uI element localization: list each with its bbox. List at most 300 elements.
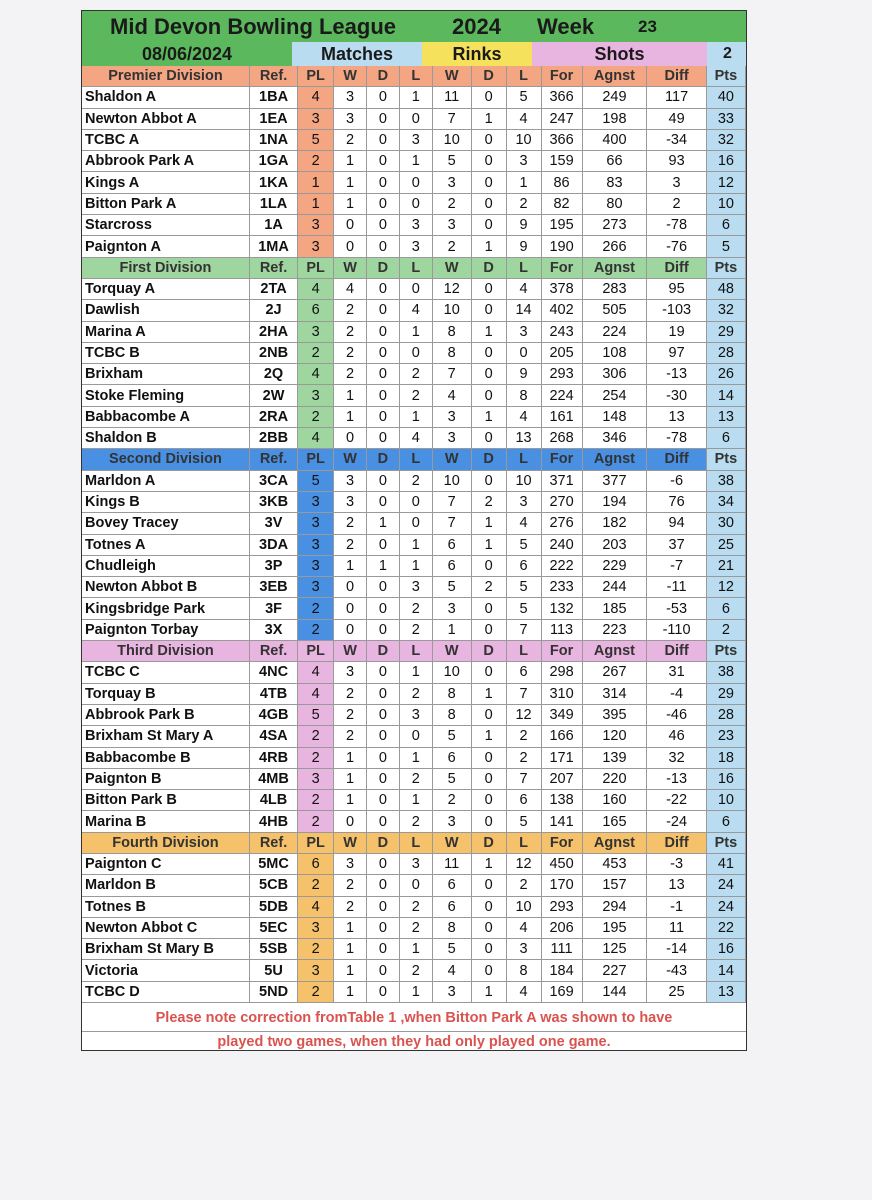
division-name: Second Division <box>82 449 249 470</box>
played-count: 2 <box>298 875 334 896</box>
stat-cell: 66 <box>582 151 647 172</box>
points: 10 <box>706 193 745 214</box>
stat-cell: 7 <box>432 364 471 385</box>
column-header: Ref. <box>249 832 297 853</box>
team-row <box>82 853 746 874</box>
team-ref: 4LB <box>249 790 297 811</box>
team-row <box>82 875 746 896</box>
team-name: Dawlish <box>82 300 249 321</box>
stat-cell: 3 <box>399 704 432 725</box>
stat-cell: 2 <box>506 875 541 896</box>
column-header: Pts <box>706 832 745 853</box>
stat-cell: 0 <box>334 428 367 449</box>
stat-cell: 0 <box>366 172 399 193</box>
team-ref: 1LA <box>249 193 297 214</box>
team-name: Starcross <box>82 215 249 236</box>
points: 16 <box>706 939 745 960</box>
column-header: Ref. <box>249 641 297 662</box>
stat-cell: 240 <box>541 534 582 555</box>
sub-header-bar <box>82 42 746 66</box>
stat-cell: 0 <box>366 236 399 257</box>
stat-cell: 1 <box>471 853 506 874</box>
stat-cell: 11 <box>432 87 471 108</box>
stat-cell: 3 <box>334 853 367 874</box>
stat-cell: 6 <box>432 896 471 917</box>
division-name: Premier Division <box>82 66 249 87</box>
stat-cell: 0 <box>471 704 506 725</box>
stat-cell: 4 <box>506 917 541 938</box>
stat-cell: 7 <box>506 619 541 640</box>
team-name: Kings B <box>82 491 249 512</box>
stat-cell: 207 <box>541 768 582 789</box>
stat-cell: 1 <box>399 981 432 1002</box>
stat-cell: 8 <box>432 704 471 725</box>
stat-cell: 7 <box>432 108 471 129</box>
column-header: W <box>432 832 471 853</box>
team-ref: 3DA <box>249 534 297 555</box>
stat-cell: 0 <box>366 108 399 129</box>
stat-cell: 0 <box>366 704 399 725</box>
team-name: Newton Abbot C <box>82 917 249 938</box>
stat-cell: 0 <box>471 385 506 406</box>
stat-cell: 10 <box>506 129 541 150</box>
stat-cell: 3 <box>506 491 541 512</box>
correction-note-line-2: played two games, when they had only played one game. <box>82 1031 746 1050</box>
stat-cell: 366 <box>541 87 582 108</box>
team-ref: 5MC <box>249 853 297 874</box>
stat-cell: 165 <box>582 811 647 832</box>
stat-cell: 0 <box>399 342 432 363</box>
stat-cell: 5 <box>506 87 541 108</box>
stat-cell: 0 <box>471 428 506 449</box>
stat-cell: 159 <box>541 151 582 172</box>
stat-cell: 185 <box>582 598 647 619</box>
team-row <box>82 300 746 321</box>
played-count: 3 <box>298 385 334 406</box>
points: 24 <box>706 875 745 896</box>
stat-cell: 1 <box>399 747 432 768</box>
played-count: 3 <box>298 513 334 534</box>
stat-cell: 1 <box>366 555 399 576</box>
stat-cell: 3 <box>334 470 367 491</box>
stat-cell: 0 <box>366 215 399 236</box>
column-header: Agnst <box>582 449 647 470</box>
points: 33 <box>706 108 745 129</box>
column-header: W <box>334 641 367 662</box>
stat-cell: 223 <box>582 619 647 640</box>
team-ref: 3V <box>249 513 297 534</box>
team-ref: 4MB <box>249 768 297 789</box>
stat-cell: 31 <box>647 662 707 683</box>
stat-cell: 95 <box>647 278 707 299</box>
stat-cell: 10 <box>506 470 541 491</box>
stat-cell: 2 <box>399 896 432 917</box>
stat-cell: 3 <box>432 215 471 236</box>
stat-cell: 2 <box>399 598 432 619</box>
stat-cell: 3 <box>432 811 471 832</box>
stat-cell: 224 <box>582 321 647 342</box>
played-count: 1 <box>298 172 334 193</box>
team-row <box>82 577 746 598</box>
stat-cell: 1 <box>399 321 432 342</box>
stat-cell: -22 <box>647 790 707 811</box>
stat-cell: 0 <box>366 790 399 811</box>
stat-cell: 4 <box>432 385 471 406</box>
played-count: 4 <box>298 683 334 704</box>
team-ref: 2BB <box>249 428 297 449</box>
stat-cell: 1 <box>334 790 367 811</box>
stat-cell: 0 <box>471 129 506 150</box>
team-name: Newton Abbot B <box>82 577 249 598</box>
date-label: 08/06/2024 <box>82 42 292 66</box>
column-header: L <box>506 641 541 662</box>
stat-cell: 400 <box>582 129 647 150</box>
stat-cell: 0 <box>366 151 399 172</box>
column-header: D <box>366 641 399 662</box>
stat-cell: 8 <box>432 342 471 363</box>
stat-cell: 1 <box>432 619 471 640</box>
stat-cell: 2 <box>399 385 432 406</box>
stat-cell: 1 <box>334 193 367 214</box>
team-name: Totnes B <box>82 896 249 917</box>
stat-cell: 144 <box>582 981 647 1002</box>
points: 32 <box>706 129 745 150</box>
column-header: For <box>541 832 582 853</box>
team-ref: 3CA <box>249 470 297 491</box>
stat-cell: 0 <box>471 619 506 640</box>
stat-cell: 2 <box>432 790 471 811</box>
stat-cell: 5 <box>432 939 471 960</box>
team-row <box>82 513 746 534</box>
stat-cell: -1 <box>647 896 707 917</box>
stat-cell: -78 <box>647 428 707 449</box>
played-count: 2 <box>298 726 334 747</box>
team-ref: 5CB <box>249 875 297 896</box>
points: 6 <box>706 598 745 619</box>
column-header: For <box>541 257 582 278</box>
stat-cell: 2 <box>432 236 471 257</box>
team-ref: 2NB <box>249 342 297 363</box>
stat-cell: 0 <box>366 853 399 874</box>
team-row <box>82 726 746 747</box>
column-header: Agnst <box>582 641 647 662</box>
played-count: 3 <box>298 768 334 789</box>
stat-cell: -7 <box>647 555 707 576</box>
stat-cell: 0 <box>471 215 506 236</box>
column-header: Ref. <box>249 449 297 470</box>
stat-cell: 108 <box>582 342 647 363</box>
stat-cell: 0 <box>471 278 506 299</box>
division-header-fourth <box>82 832 746 853</box>
team-row <box>82 598 746 619</box>
stat-cell: 0 <box>366 875 399 896</box>
team-row <box>82 747 746 768</box>
points: 41 <box>706 853 745 874</box>
stat-cell: 203 <box>582 534 647 555</box>
column-header: L <box>506 449 541 470</box>
played-count: 5 <box>298 129 334 150</box>
team-row <box>82 236 746 257</box>
stat-cell: 1 <box>399 662 432 683</box>
stat-cell: 4 <box>506 108 541 129</box>
stat-cell: 505 <box>582 300 647 321</box>
points: 24 <box>706 896 745 917</box>
stat-cell: 6 <box>432 747 471 768</box>
team-name: Paignton B <box>82 768 249 789</box>
stat-cell: 1 <box>471 108 506 129</box>
stat-cell: 2 <box>647 193 707 214</box>
played-count: 2 <box>298 406 334 427</box>
stat-cell: 0 <box>366 534 399 555</box>
points: 10 <box>706 790 745 811</box>
played-count: 5 <box>298 704 334 725</box>
stat-cell: 160 <box>582 790 647 811</box>
team-row <box>82 683 746 704</box>
division-name: First Division <box>82 257 249 278</box>
team-name: Newton Abbot A <box>82 108 249 129</box>
stat-cell: 10 <box>432 662 471 683</box>
team-row <box>82 215 746 236</box>
stat-cell: 2 <box>399 917 432 938</box>
stat-cell: 2 <box>399 811 432 832</box>
points: 13 <box>706 406 745 427</box>
stat-cell: 346 <box>582 428 647 449</box>
stat-cell: 195 <box>582 917 647 938</box>
stat-cell: 198 <box>582 108 647 129</box>
stat-cell: 12 <box>432 278 471 299</box>
played-count: 6 <box>298 300 334 321</box>
stat-cell: 6 <box>432 555 471 576</box>
played-count: 2 <box>298 790 334 811</box>
team-name: Abbrook Park A <box>82 151 249 172</box>
column-header: L <box>399 66 432 87</box>
played-count: 2 <box>298 939 334 960</box>
stat-cell: 0 <box>334 811 367 832</box>
stat-cell: 13 <box>506 428 541 449</box>
column-header: L <box>399 449 432 470</box>
stat-cell: 0 <box>471 172 506 193</box>
column-header: D <box>366 66 399 87</box>
team-name: Paignton C <box>82 853 249 874</box>
stat-cell: 83 <box>582 172 647 193</box>
team-ref: 5EC <box>249 917 297 938</box>
team-name: Marina A <box>82 321 249 342</box>
stat-cell: 97 <box>647 342 707 363</box>
points: 48 <box>706 278 745 299</box>
stat-cell: 222 <box>541 555 582 576</box>
points: 12 <box>706 172 745 193</box>
column-header: W <box>334 257 367 278</box>
stat-cell: 4 <box>334 278 367 299</box>
stat-cell: 3 <box>432 598 471 619</box>
league-table-sheet <box>81 10 747 1051</box>
stat-cell: 1 <box>471 726 506 747</box>
team-ref: 4SA <box>249 726 297 747</box>
column-header: Diff <box>647 257 707 278</box>
team-name: Torquay B <box>82 683 249 704</box>
team-name: Brixham St Mary A <box>82 726 249 747</box>
stat-cell: 0 <box>334 619 367 640</box>
stat-cell: 0 <box>471 193 506 214</box>
stat-cell: 0 <box>366 619 399 640</box>
stat-cell: -103 <box>647 300 707 321</box>
stat-cell: 2 <box>334 321 367 342</box>
stat-cell: 229 <box>582 555 647 576</box>
correction-note-line-1: Please note correction fromTable 1 ,when Bitton Park A was shown to have <box>155 1010 673 1026</box>
points: 14 <box>706 960 745 981</box>
points: 16 <box>706 151 745 172</box>
stat-cell: 141 <box>541 811 582 832</box>
column-header: W <box>334 832 367 853</box>
column-header: W <box>334 66 367 87</box>
stat-cell: 224 <box>541 385 582 406</box>
stat-cell: 32 <box>647 747 707 768</box>
stat-cell: 13 <box>647 875 707 896</box>
team-ref: 4TB <box>249 683 297 704</box>
stat-cell: -24 <box>647 811 707 832</box>
team-row <box>82 790 746 811</box>
stat-cell: 194 <box>582 491 647 512</box>
team-ref: 4HB <box>249 811 297 832</box>
stat-cell: 266 <box>582 236 647 257</box>
stat-cell: 14 <box>506 300 541 321</box>
stat-cell: 1 <box>399 151 432 172</box>
stat-cell: 0 <box>366 491 399 512</box>
stat-cell: 0 <box>366 406 399 427</box>
team-row <box>82 406 746 427</box>
points: 6 <box>706 428 745 449</box>
stat-cell: 294 <box>582 896 647 917</box>
stat-cell: 450 <box>541 853 582 874</box>
team-ref: 2RA <box>249 406 297 427</box>
column-header: For <box>541 641 582 662</box>
played-count: 4 <box>298 428 334 449</box>
played-count: 3 <box>298 555 334 576</box>
stat-cell: 2 <box>334 683 367 704</box>
stat-cell: 206 <box>541 917 582 938</box>
matches-header: Matches <box>292 42 422 66</box>
points: 12 <box>706 577 745 598</box>
stat-cell: 349 <box>541 704 582 725</box>
team-name: Paignton A <box>82 236 249 257</box>
played-count: 3 <box>298 577 334 598</box>
stat-cell: 0 <box>366 960 399 981</box>
column-header: D <box>471 66 506 87</box>
stat-cell: 0 <box>471 342 506 363</box>
stat-cell: 2 <box>399 470 432 491</box>
team-name: Abbrook Park B <box>82 704 249 725</box>
stat-cell: 8 <box>506 960 541 981</box>
stat-cell: 2 <box>432 193 471 214</box>
stat-cell: 293 <box>541 896 582 917</box>
stat-cell: 161 <box>541 406 582 427</box>
stat-cell: 3 <box>432 406 471 427</box>
team-name: Bitton Park A <box>82 193 249 214</box>
played-count: 2 <box>298 811 334 832</box>
column-header: L <box>399 257 432 278</box>
team-ref: 3X <box>249 619 297 640</box>
team-name: Stoke Fleming <box>82 385 249 406</box>
stat-cell: 5 <box>506 577 541 598</box>
stat-cell: 2 <box>399 683 432 704</box>
team-row <box>82 704 746 725</box>
stat-cell: 117 <box>647 87 707 108</box>
team-name: Bovey Tracey <box>82 513 249 534</box>
stat-cell: -13 <box>647 768 707 789</box>
stat-cell: 0 <box>366 683 399 704</box>
stat-cell: -46 <box>647 704 707 725</box>
stat-cell: 0 <box>366 342 399 363</box>
stat-cell: 3 <box>334 491 367 512</box>
stat-cell: 1 <box>334 917 367 938</box>
team-row <box>82 364 746 385</box>
column-header: Pts <box>706 449 745 470</box>
played-count: 2 <box>298 151 334 172</box>
column-header: W <box>432 641 471 662</box>
team-row <box>82 768 746 789</box>
stat-cell: 7 <box>506 683 541 704</box>
points: 25 <box>706 534 745 555</box>
stat-cell: 283 <box>582 278 647 299</box>
stat-cell: 0 <box>366 939 399 960</box>
points: 38 <box>706 662 745 683</box>
stat-cell: 6 <box>506 555 541 576</box>
team-ref: 4GB <box>249 704 297 725</box>
stat-cell: 5 <box>506 598 541 619</box>
team-ref: 5ND <box>249 981 297 1002</box>
stat-cell: 120 <box>582 726 647 747</box>
team-name: Babbacombe B <box>82 747 249 768</box>
stat-cell: 5 <box>506 534 541 555</box>
played-count: 4 <box>298 278 334 299</box>
stat-cell: 1 <box>334 172 367 193</box>
played-count: 2 <box>298 619 334 640</box>
team-name: TCBC B <box>82 342 249 363</box>
stat-cell: 4 <box>506 278 541 299</box>
column-header: PL <box>298 257 334 278</box>
stat-cell: 139 <box>582 747 647 768</box>
stat-cell: 3 <box>399 236 432 257</box>
stat-cell: 2 <box>506 726 541 747</box>
stat-cell: 4 <box>399 428 432 449</box>
stat-cell: -13 <box>647 364 707 385</box>
stat-cell: -43 <box>647 960 707 981</box>
stat-cell: 10 <box>432 300 471 321</box>
team-row <box>82 662 746 683</box>
stat-cell: 268 <box>541 428 582 449</box>
team-row <box>82 491 746 512</box>
stat-cell: 0 <box>366 768 399 789</box>
stat-cell: 220 <box>582 768 647 789</box>
stat-cell: 0 <box>471 939 506 960</box>
column-header: PL <box>298 66 334 87</box>
stat-cell: 190 <box>541 236 582 257</box>
team-name: Chudleigh <box>82 555 249 576</box>
played-count: 3 <box>298 917 334 938</box>
stat-cell: 247 <box>541 108 582 129</box>
division-name: Fourth Division <box>82 832 249 853</box>
column-header: L <box>399 641 432 662</box>
stat-cell: 7 <box>506 768 541 789</box>
stat-cell: 0 <box>366 385 399 406</box>
stat-cell: 293 <box>541 364 582 385</box>
team-ref: 1MA <box>249 236 297 257</box>
team-name: TCBC C <box>82 662 249 683</box>
stat-cell: 2 <box>506 747 541 768</box>
stat-cell: 2 <box>399 768 432 789</box>
played-count: 4 <box>298 364 334 385</box>
stat-cell: 5 <box>432 768 471 789</box>
